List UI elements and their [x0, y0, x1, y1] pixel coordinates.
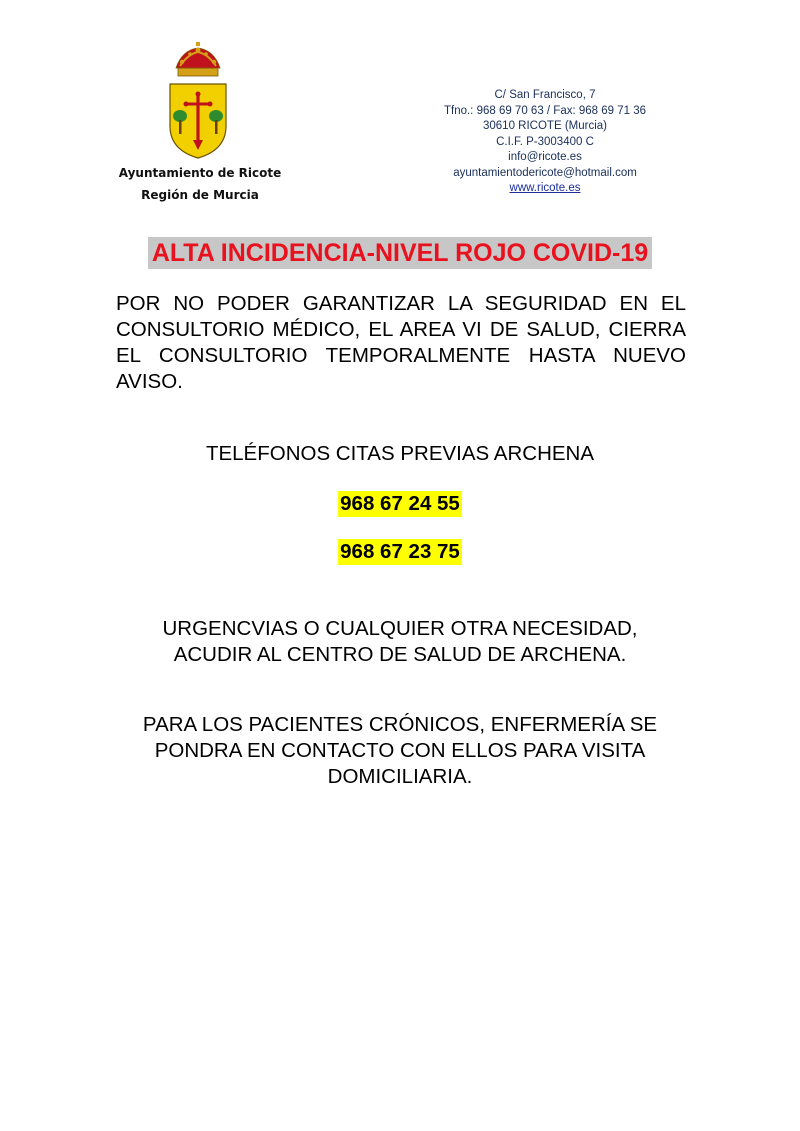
chronic-line: PARA LOS PACIENTES CRÓNICOS, ENFERMERÍA SE [142, 713, 658, 736]
chronic-patients-notice [0, 712, 800, 790]
urgent-notice [0, 616, 800, 668]
closure-paragraph: POR NO PODER GARANTIZAR LA SEGURIDAD EN EL CONSULTORIO MÉDICO, EL AREA VI DE SALUD, CIERRA EL CONSULTORIO TEMPORALMENTE HASTA NUEVO AVISO. [116, 292, 686, 393]
phone-fax-line: Tfno.: 968 69 70 63 / Fax: 968 69 71 36 [443, 104, 647, 117]
chronic-line: DOMICILIARIA. [327, 765, 473, 788]
urgent-line: ACUDIR AL CENTRO DE SALUD DE ARCHENA. [173, 643, 627, 666]
website-link[interactable]: www.ricote.es [509, 182, 581, 194]
contact-block [420, 88, 670, 197]
coat-of-arms-emblem [162, 40, 234, 162]
phones-title: TELÉFONOS CITAS PREVIAS ARCHENA [205, 442, 595, 465]
address-line: C/ San Francisco, 7 [494, 89, 596, 101]
headline-wrapper [0, 237, 800, 269]
chronic-line: PONDRA EN CONTACTO CON ELLOS PARA VISITA [154, 739, 646, 762]
postal-line: 30610 RICOTE (Murcia) [483, 120, 607, 132]
phone-number-2[interactable]: 968 67 23 75 [340, 540, 460, 563]
phone-number-1[interactable]: 968 67 24 55 [340, 492, 460, 515]
phone-number-row [0, 491, 800, 517]
phone-number-row [0, 539, 800, 565]
alert-headline: ALTA INCIDENCIA-NIVEL ROJO COVID-19 [148, 237, 652, 269]
urgent-line: URGENCVIAS O CUALQUIER OTRA NECESIDAD, [162, 617, 638, 640]
cif-line: C.I.F. P-3003400 C [496, 135, 594, 148]
email-link-hotmail[interactable]: ayuntamientodericote@hotmail.com [453, 166, 637, 179]
region-name: Región de Murcia [141, 188, 259, 202]
org-name: Ayuntamiento de Ricote [118, 166, 282, 180]
email-link-info[interactable]: info@ricote.es [508, 151, 582, 163]
